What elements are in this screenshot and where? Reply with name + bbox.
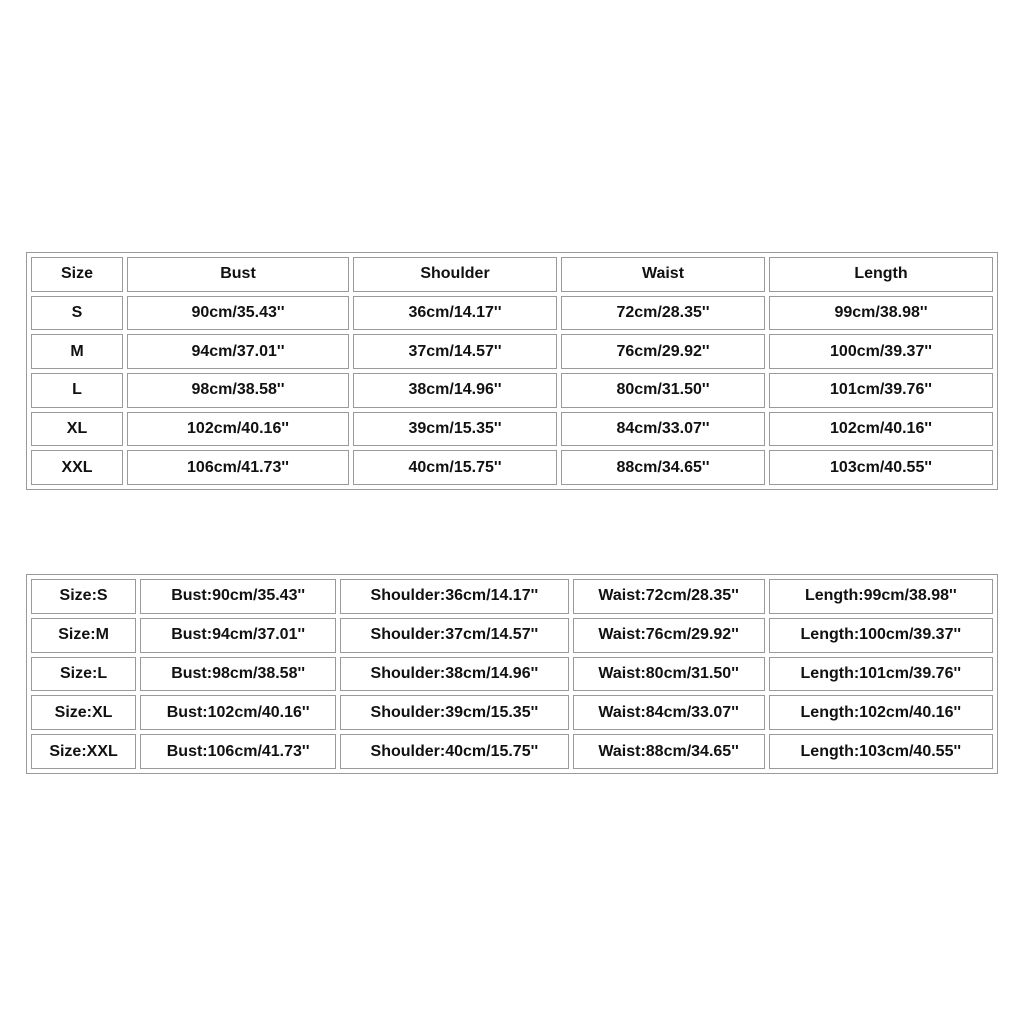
length-cell: Length:101cm/39.76'' — [769, 657, 993, 692]
shoulder-cell: 40cm/15.75'' — [353, 450, 557, 485]
size-cell: S — [31, 296, 123, 331]
table-row — [31, 579, 993, 614]
waist-cell: Waist:88cm/34.65'' — [573, 734, 765, 769]
shoulder-cell: 39cm/15.35'' — [353, 412, 557, 447]
waist-cell: Waist:80cm/31.50'' — [573, 657, 765, 692]
table-row — [31, 734, 993, 769]
size-cell: M — [31, 334, 123, 369]
bust-cell: Bust:94cm/37.01'' — [140, 618, 336, 653]
length-cell: Length:99cm/38.98'' — [769, 579, 993, 614]
table-row — [31, 412, 993, 447]
size-cell: Size:M — [31, 618, 136, 653]
shoulder-cell: 38cm/14.96'' — [353, 373, 557, 408]
waist-cell: 76cm/29.92'' — [561, 334, 765, 369]
table-row — [31, 334, 993, 369]
shoulder-cell: Shoulder:37cm/14.57'' — [340, 618, 568, 653]
length-cell: 102cm/40.16'' — [769, 412, 993, 447]
bust-cell: 90cm/35.43'' — [127, 296, 349, 331]
bust-cell: 102cm/40.16'' — [127, 412, 349, 447]
length-cell: 103cm/40.55'' — [769, 450, 993, 485]
bust-cell: 98cm/38.58'' — [127, 373, 349, 408]
size-chart-labeled-table — [26, 574, 998, 774]
size-chart-table — [26, 252, 998, 490]
header-bust: Bust — [127, 257, 349, 292]
table-row — [31, 695, 993, 730]
shoulder-cell: 36cm/14.17'' — [353, 296, 557, 331]
shoulder-cell: Shoulder:38cm/14.96'' — [340, 657, 568, 692]
table-row — [31, 296, 993, 331]
size-cell: Size:XXL — [31, 734, 136, 769]
shoulder-cell: Shoulder:36cm/14.17'' — [340, 579, 568, 614]
shoulder-cell: Shoulder:39cm/15.35'' — [340, 695, 568, 730]
table-row — [31, 373, 993, 408]
length-cell: 99cm/38.98'' — [769, 296, 993, 331]
length-cell: 101cm/39.76'' — [769, 373, 993, 408]
waist-cell: 84cm/33.07'' — [561, 412, 765, 447]
bust-cell: 94cm/37.01'' — [127, 334, 349, 369]
header-size: Size — [31, 257, 123, 292]
length-cell: Length:103cm/40.55'' — [769, 734, 993, 769]
bust-cell: Bust:98cm/38.58'' — [140, 657, 336, 692]
table-row — [31, 657, 993, 692]
waist-cell: 88cm/34.65'' — [561, 450, 765, 485]
length-cell: Length:100cm/39.37'' — [769, 618, 993, 653]
bust-cell: Bust:102cm/40.16'' — [140, 695, 336, 730]
waist-cell: 80cm/31.50'' — [561, 373, 765, 408]
size-cell: XXL — [31, 450, 123, 485]
size-cell: Size:S — [31, 579, 136, 614]
table-header-row — [31, 257, 993, 292]
bust-cell: Bust:90cm/35.43'' — [140, 579, 336, 614]
size-cell: XL — [31, 412, 123, 447]
header-length: Length — [769, 257, 993, 292]
shoulder-cell: Shoulder:40cm/15.75'' — [340, 734, 568, 769]
size-cell: Size:L — [31, 657, 136, 692]
header-waist: Waist — [561, 257, 765, 292]
waist-cell: 72cm/28.35'' — [561, 296, 765, 331]
length-cell: Length:102cm/40.16'' — [769, 695, 993, 730]
bust-cell: 106cm/41.73'' — [127, 450, 349, 485]
bust-cell: Bust:106cm/41.73'' — [140, 734, 336, 769]
waist-cell: Waist:72cm/28.35'' — [573, 579, 765, 614]
waist-cell: Waist:84cm/33.07'' — [573, 695, 765, 730]
waist-cell: Waist:76cm/29.92'' — [573, 618, 765, 653]
header-shoulder: Shoulder — [353, 257, 557, 292]
shoulder-cell: 37cm/14.57'' — [353, 334, 557, 369]
size-cell: Size:XL — [31, 695, 136, 730]
table-row — [31, 450, 993, 485]
size-cell: L — [31, 373, 123, 408]
table-row — [31, 618, 993, 653]
length-cell: 100cm/39.37'' — [769, 334, 993, 369]
